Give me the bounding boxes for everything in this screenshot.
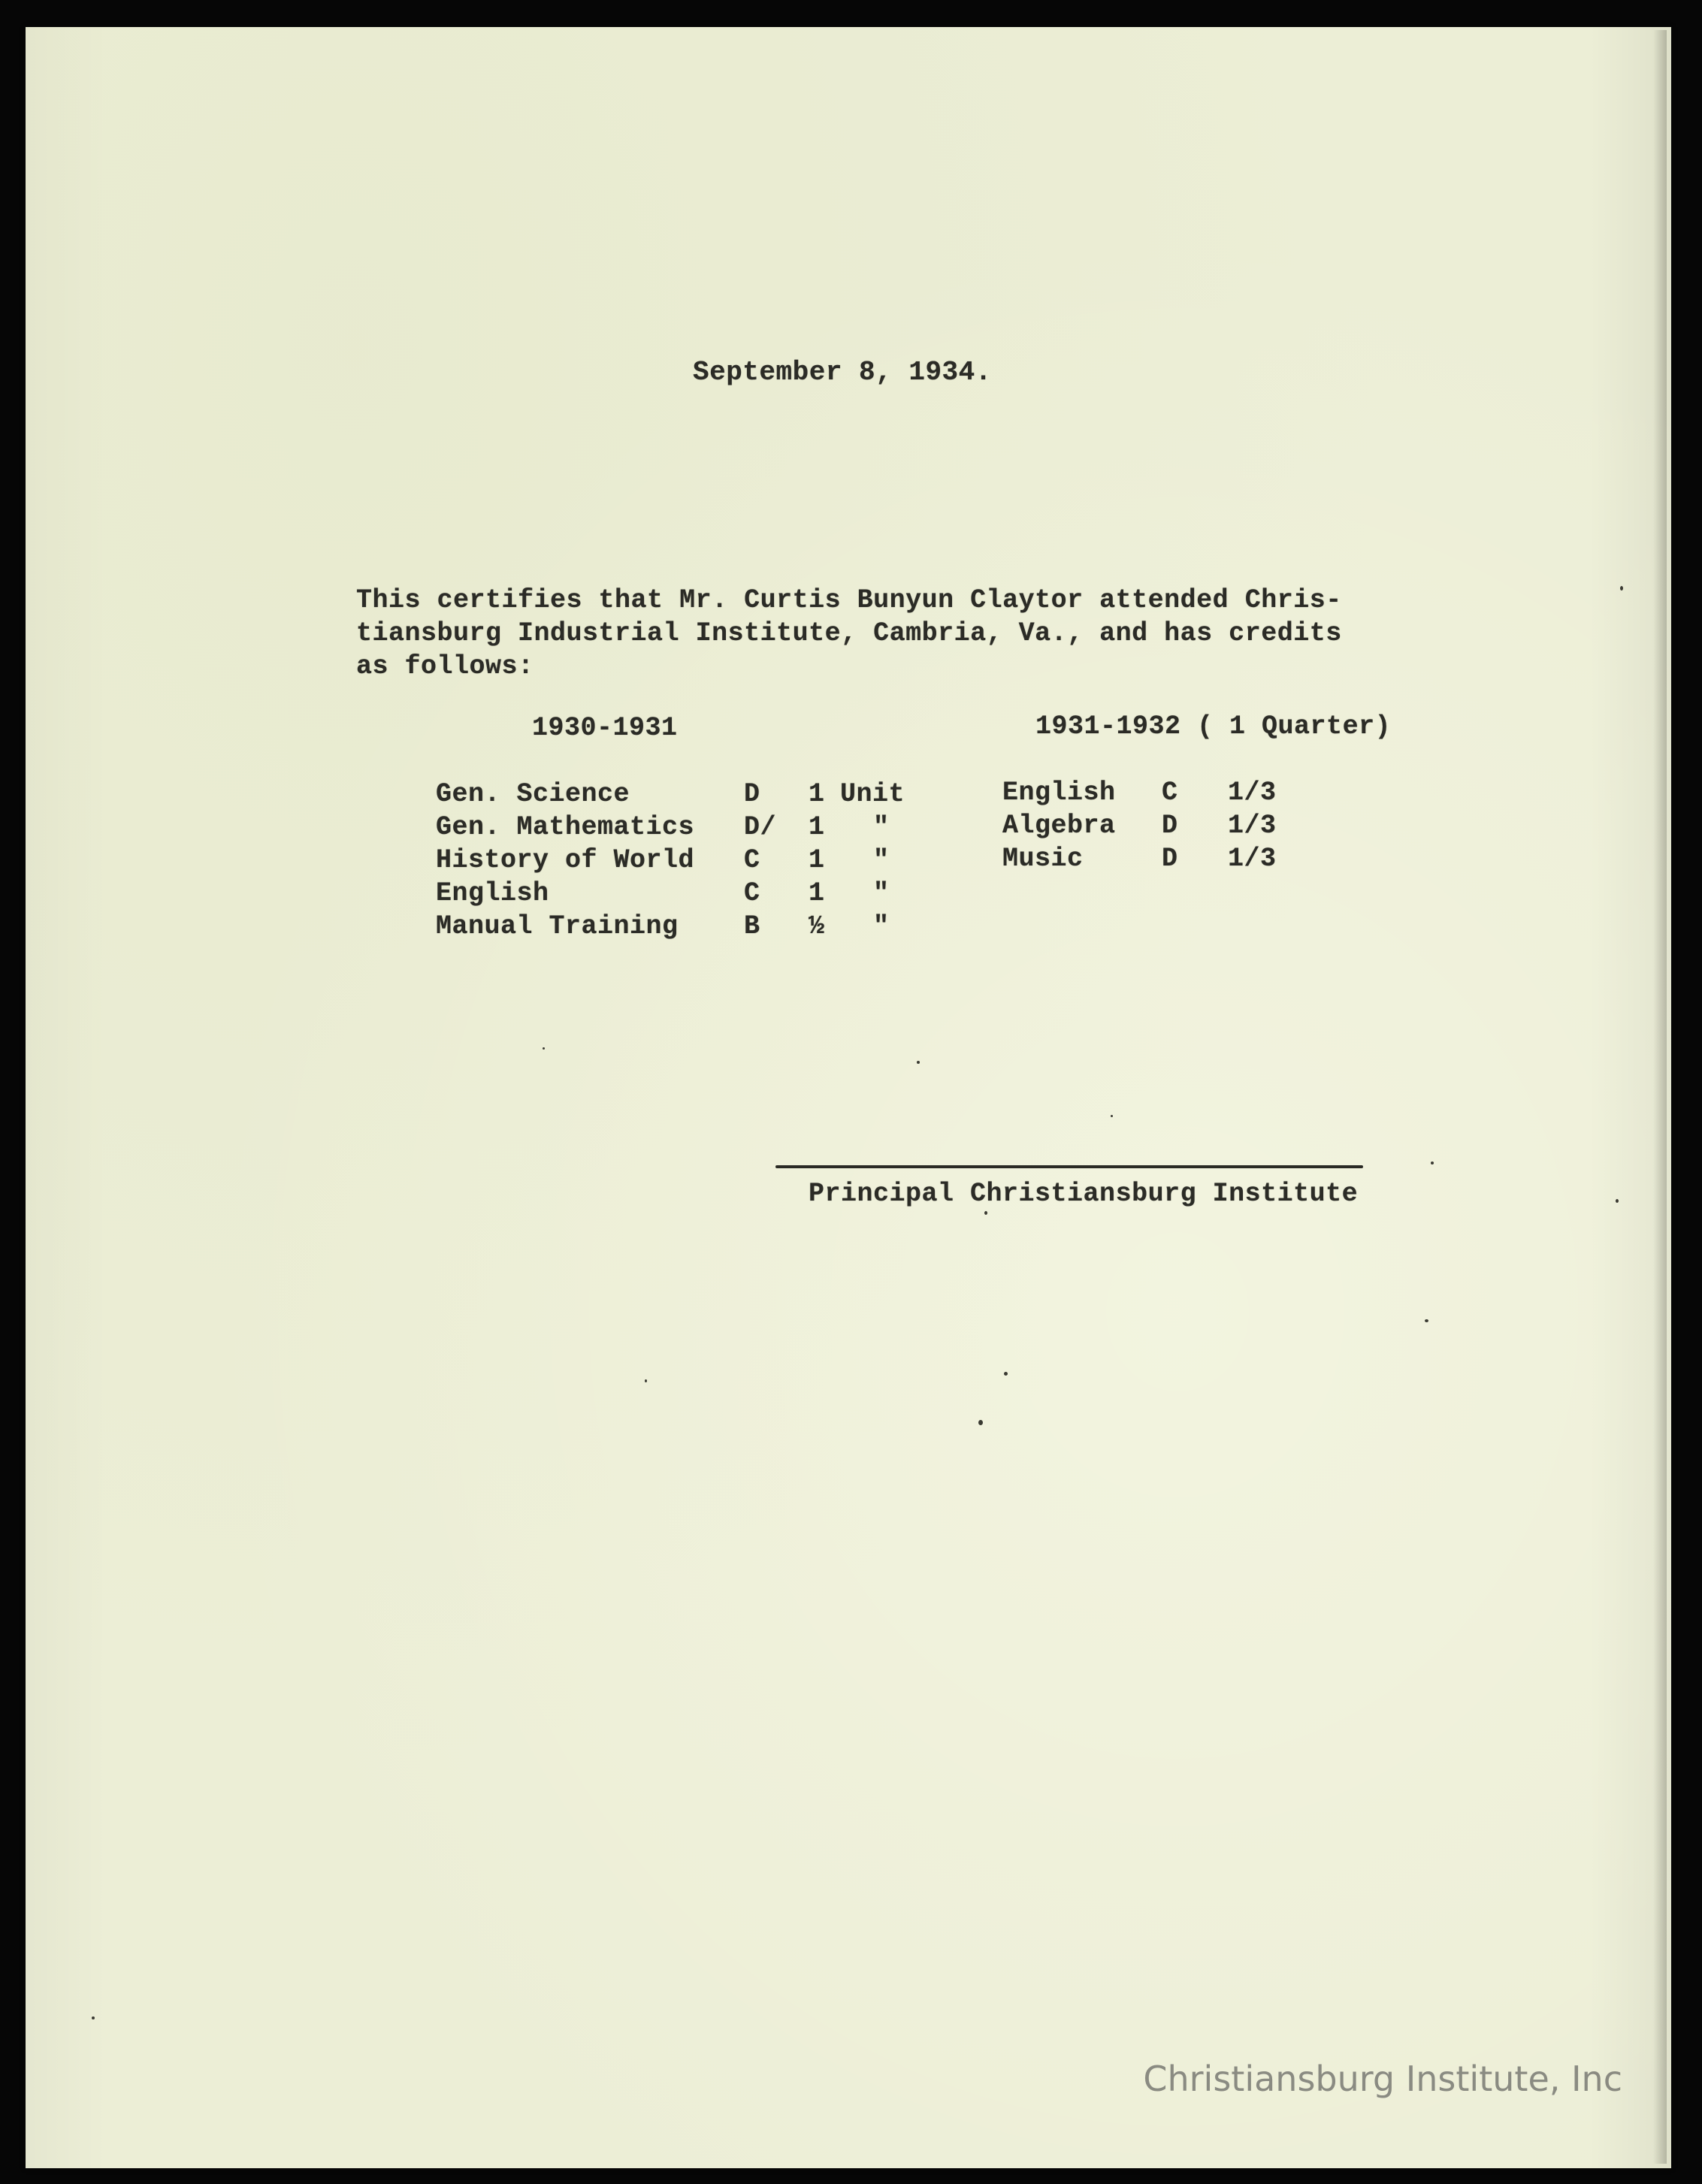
paper-speck (917, 1061, 920, 1064)
left-row-grade: C (744, 845, 760, 875)
right-row-credit: 1/3 (1228, 778, 1277, 808)
certification-line-3: as follows: (356, 651, 534, 681)
signature-caption: Principal Christiansburg Institute (809, 1179, 1359, 1209)
left-row-unit: " (873, 812, 890, 842)
document-date: September 8, 1934. (693, 357, 992, 388)
left-row-grade: B (744, 911, 760, 941)
left-year-heading: 1930-1931 (532, 713, 678, 743)
left-row-subject: History of World (436, 845, 695, 875)
left-row-subject: Gen. Mathematics (436, 812, 695, 842)
paper-speck (1431, 1161, 1434, 1164)
right-row-grade: D (1162, 811, 1178, 841)
paper-speck (1616, 1199, 1619, 1203)
paper-speck (1111, 1115, 1113, 1117)
document-page (26, 27, 1671, 2168)
left-row-unit: " (873, 911, 890, 941)
watermark-text: Christiansburg Institute, Inc (1143, 2059, 1622, 2099)
right-row-subject: Algebra (1002, 811, 1116, 841)
paper-speck (645, 1379, 647, 1382)
left-row-unit: Unit (840, 779, 905, 809)
left-row-unit: " (873, 845, 890, 875)
left-row-credit: ½ (809, 911, 825, 941)
right-row-subject: English (1002, 778, 1116, 808)
paper-speck (1620, 586, 1623, 591)
signature-line (775, 1165, 1363, 1168)
paper-speck (1425, 1319, 1428, 1322)
left-row-grade: D (744, 779, 760, 809)
certification-line-2: tiansburg Industrial Institute, Cambria, Va., and has credits (356, 618, 1342, 648)
left-row-subject: Manual Training (436, 911, 679, 941)
left-row-credit: 1 (809, 812, 825, 842)
paper-speck (543, 1047, 545, 1050)
left-row-subject: Gen. Science (436, 779, 630, 809)
right-row-grade: D (1162, 844, 1178, 874)
certification-line-1: This certifies that Mr. Curtis Bunyun Claytor attended Chris- (356, 585, 1342, 615)
paper-speck (1004, 1372, 1008, 1376)
left-row-grade: D/ (744, 812, 777, 842)
right-row-credit: 1/3 (1228, 811, 1277, 841)
paper-speck (92, 2016, 95, 2019)
left-row-grade: C (744, 878, 760, 908)
left-row-unit: " (873, 878, 890, 908)
left-row-credit: 1 (809, 779, 825, 809)
left-row-credit: 1 (809, 878, 825, 908)
left-row-subject: English (436, 878, 549, 908)
right-row-subject: Music (1002, 844, 1084, 874)
paper-speck (978, 1420, 983, 1425)
left-row-credit: 1 (809, 845, 825, 875)
page-edge-shadow (1653, 30, 1667, 2164)
right-row-grade: C (1162, 778, 1178, 808)
paper-speck (984, 1211, 987, 1215)
right-row-credit: 1/3 (1228, 844, 1277, 874)
right-year-heading: 1931-1932 ( 1 Quarter) (1035, 711, 1392, 742)
